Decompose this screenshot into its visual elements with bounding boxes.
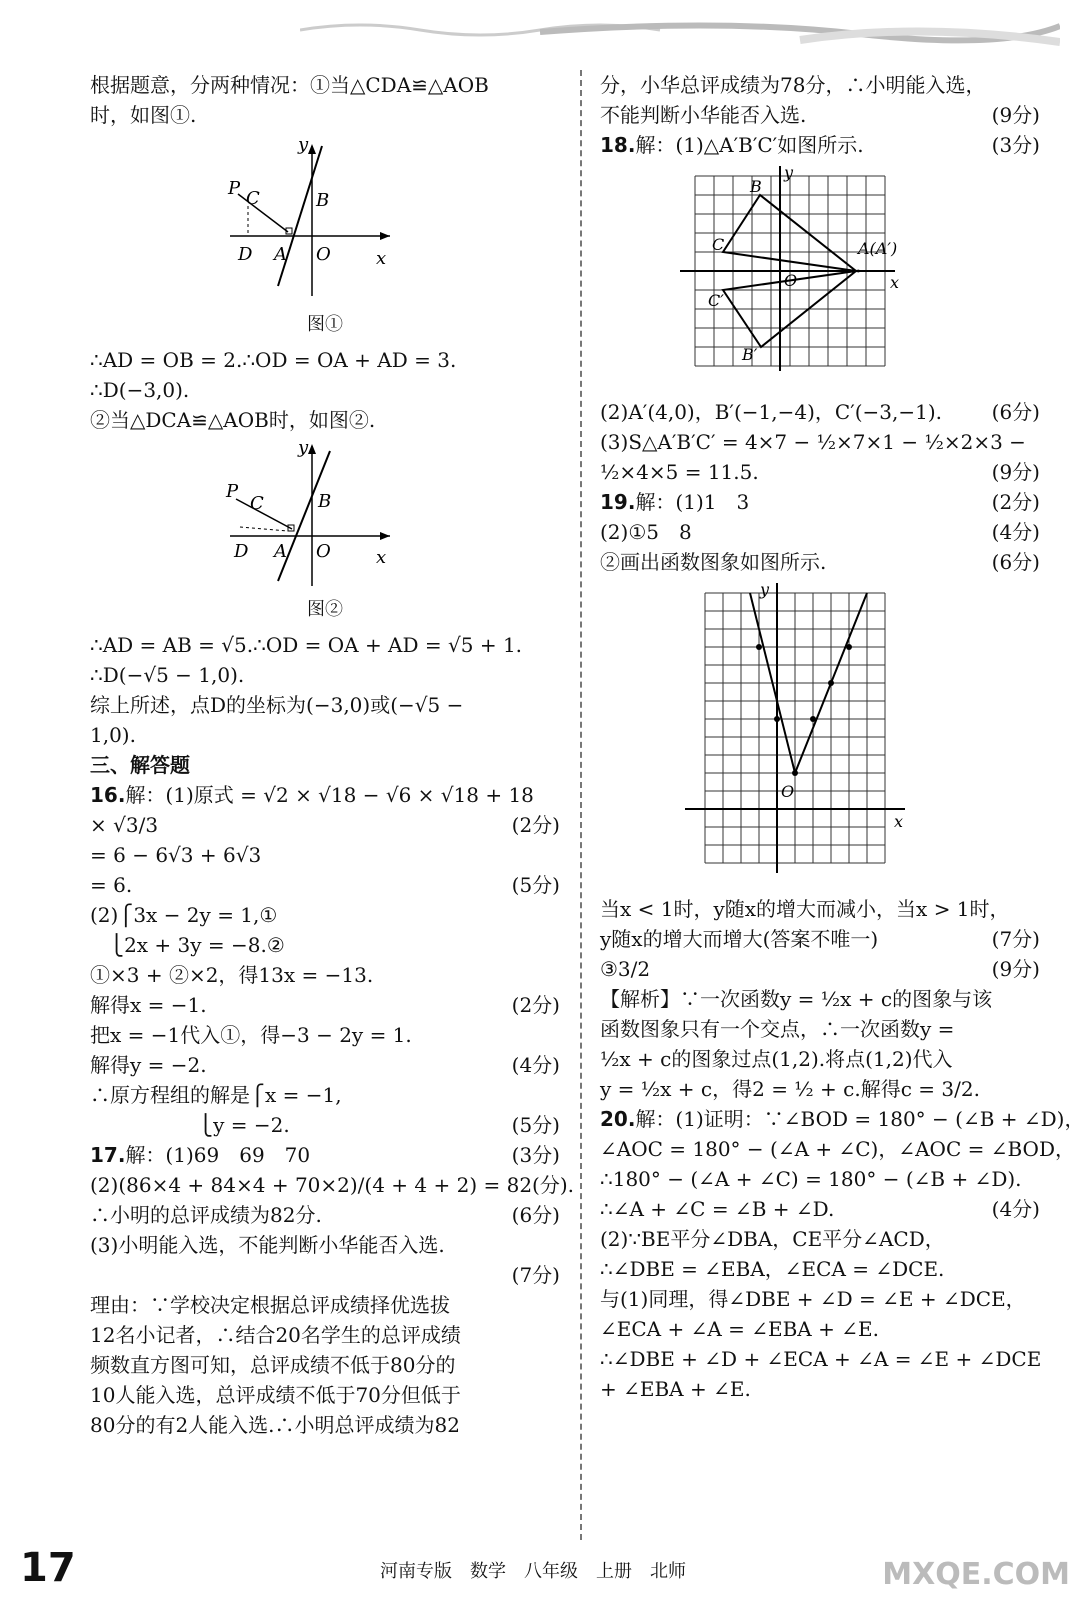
q18-line: (3)S△A′B′C′ = 4×7 − ½×7×1 − ½×2×3 − [600, 430, 1026, 454]
q16-text: 解得y = −2. [90, 1053, 207, 1077]
q16-text: = 6. [90, 873, 133, 897]
q19-line: 当x < 1时，y随x的增大而减小，当x > 1时， [600, 897, 1010, 921]
q19-line [600, 487, 1040, 517]
score: (9分) [991, 103, 1040, 127]
q17-line: 频数直方图可知，总评成绩不低于80分的 [90, 1353, 456, 1377]
q20-line: ∴∠DBE = ∠EBA，∠ECA = ∠DCE. [600, 1257, 945, 1281]
q18-text: (2)A′(4,0)，B′(−1,−4)，C′(−3,−1). [600, 400, 943, 424]
q20-line [600, 1104, 1084, 1134]
text-line: ∴AD = AB = √5.∴OD = OA + AD = √5 + 1. [90, 633, 523, 657]
figure-2 [90, 441, 560, 624]
label-B: B [750, 177, 762, 196]
q16-line [90, 1050, 560, 1080]
q19-line: 函数图象只有一个交点，∴一次函数y = [600, 1017, 955, 1041]
q16-text: × √3/3 [90, 813, 159, 837]
label-C: C [712, 235, 725, 254]
question-number: 18. [600, 133, 636, 157]
score: (7分) [991, 927, 1040, 951]
q17-line: 80分的有2人能入选.∴小明总评成绩为82 [90, 1413, 460, 1437]
score: (4分) [991, 1197, 1040, 1221]
text-line: 根据题意，分两种情况：①当△CDA≌△AOB [90, 73, 489, 97]
label-y: y [298, 136, 309, 155]
score: (5分) [511, 873, 560, 897]
q20-text: 解：(1)证明：∵∠BOD = 180° − (∠B + ∠D)， [635, 1107, 1084, 1131]
score: (2分) [511, 813, 560, 837]
text-line: 时，如图①. [90, 103, 197, 127]
question-number: 17. [90, 1143, 126, 1167]
q19-graph-figure [600, 583, 1040, 888]
header-decoration [300, 12, 1060, 46]
q16-text: ⎩y = −2. [90, 1113, 290, 1137]
text-line: 综上所述，点D的坐标为(−3,0)或(−√5 − [90, 693, 464, 717]
q17-line [90, 1200, 560, 1230]
score: (9分) [991, 957, 1040, 981]
question-number: 19. [600, 490, 636, 514]
score: (4分) [991, 520, 1040, 544]
score: (3分) [511, 1143, 560, 1167]
score: (2分) [511, 993, 560, 1017]
text-line: 分，小华总评成绩为78分，∴小明能入选， [600, 73, 986, 97]
label-P: P [226, 481, 239, 502]
label-x: x [376, 248, 387, 269]
score: (9分) [991, 460, 1040, 484]
label-y: y [760, 583, 770, 599]
q16-line: 把x = −1代入①，得−3 − 2y = 1. [90, 1023, 412, 1047]
q20-line: ∴180° − (∠A + ∠C) = 180° − (∠B + ∠D). [600, 1167, 1022, 1191]
q20-line: ∠ECA + ∠A = ∠EBA + ∠E. [600, 1317, 879, 1341]
figure-2-diagram [90, 441, 560, 591]
figure-1-caption: 图① [307, 314, 343, 335]
score: (6分) [991, 550, 1040, 574]
q18-line [600, 397, 1040, 427]
q17-line [90, 1260, 560, 1290]
label-A: A(A′) [858, 239, 898, 258]
q16-line [90, 990, 560, 1020]
q16-line: ⎩2x + 3y = −8.② [90, 933, 285, 957]
text: 不能判断小华能否入选. [600, 103, 807, 127]
q16-line: = 6 − 6√3 + 6√3 [90, 843, 262, 867]
label-P: P [228, 178, 241, 199]
q16-line [90, 870, 560, 900]
q16-line: (2)⎧3x − 2y = 1,① [90, 903, 278, 927]
score: (5分) [511, 1113, 560, 1137]
text-line: ∴D(−√5 − 1,0). [90, 663, 245, 687]
figure-1 [90, 136, 560, 339]
q18-grid-figure [600, 166, 1040, 391]
q17-text: ∴小明的总评成绩为82分. [90, 1203, 322, 1227]
q16-line [90, 810, 560, 840]
q19-text: (2)①5 8 [600, 520, 692, 544]
label-A: A [274, 541, 287, 562]
q17-text: 解：(1)69 69 70 [125, 1143, 311, 1167]
score: (3分) [991, 133, 1040, 157]
q16-text: 解得x = −1. [90, 993, 207, 1017]
label-D: D [234, 541, 249, 562]
score: (6分) [991, 400, 1040, 424]
label-B: B [318, 491, 332, 512]
label-B: B [316, 190, 330, 211]
figure-1-diagram [90, 136, 560, 306]
label-Cp: C′ [708, 291, 724, 310]
q18-text: ½×4×5 = 11.5. [600, 460, 759, 484]
label-y: y [298, 441, 309, 458]
q19-line [600, 547, 1040, 577]
text-line: ∴AD = OB = 2.∴OD = OA + AD = 3. [90, 348, 457, 372]
q18-grid [600, 166, 1040, 386]
label-A: A [274, 244, 287, 265]
q20-line: ∴∠DBE + ∠D + ∠ECA + ∠A = ∠E + ∠DCE [600, 1347, 1042, 1371]
q19-line [600, 954, 1040, 984]
q19-line [600, 517, 1040, 547]
q19-graph [600, 583, 1040, 883]
label-O: O [316, 541, 331, 562]
q16-line: ∴原方程组的解是⎧x = −1, [90, 1083, 342, 1107]
q20-line: ∠AOC = 180° − (∠A + ∠C)，∠AOC = ∠BOD， [600, 1137, 1075, 1161]
q18-line [600, 457, 1040, 487]
label-x: x [894, 812, 904, 831]
q16-line [90, 780, 560, 810]
score: (4分) [511, 1053, 560, 1077]
q16-text: 解：(1)原式 = √2 × √18 − √6 × √18 + 18 [125, 783, 534, 807]
q19-line [600, 924, 1040, 954]
text-line [600, 100, 1040, 130]
page-number: 17 [20, 1545, 76, 1591]
label-D: D [238, 244, 253, 265]
label-O: O [781, 782, 795, 801]
q16-line [90, 1110, 560, 1140]
question-number: 20. [600, 1107, 636, 1131]
q20-text: ∴∠A + ∠C = ∠B + ∠D. [600, 1197, 835, 1221]
q19-line: ½x + c的图象过点(1,2).将点(1,2)代入 [600, 1047, 953, 1071]
q17-line: 12名小记者，∴结合20名学生的总评成绩 [90, 1323, 461, 1347]
q19-text: 解：(1)1 3 [635, 490, 750, 514]
q17-line: (3)小明能入选，不能判断小华能否入选. [90, 1233, 445, 1257]
q18-line [600, 130, 1040, 160]
right-column [600, 70, 1084, 1404]
q16-line: ①×3 + ②×2，得13x = −13. [90, 963, 374, 987]
score: (6分) [511, 1203, 560, 1227]
figure-2-caption: 图② [307, 599, 343, 620]
q19-line: y = ½x + c，得2 = ½ + c.解得c = 3/2. [600, 1077, 980, 1101]
label-x: x [376, 547, 387, 568]
label-y: y [784, 166, 794, 182]
watermark: MXQE.COM [882, 1557, 1070, 1592]
q17-line: (2)(86×4 + 84×4 + 70×2)/(4 + 4 + 2) = 82(分). [90, 1173, 575, 1197]
q17-line: 理由：∵学校决定根据总评成绩择优选拔 [90, 1293, 450, 1317]
q20-line [600, 1194, 1040, 1224]
label-C: C [250, 493, 264, 514]
q19-text: y随x的增大而增大(答案不唯一) [600, 927, 879, 951]
column-divider [580, 70, 582, 1540]
q20-line: (2)∵BE平分∠DBA，CE平分∠ACD， [600, 1227, 945, 1251]
text-line: ②当△DCA≌△AOB时，如图②. [90, 408, 376, 432]
footer-text: 河南专版 数学 八年级 上册 北师 [380, 1561, 686, 1582]
label-x: x [890, 273, 900, 292]
q17-line: 10人能入选，总评成绩不低于70分但低于 [90, 1383, 461, 1407]
label-O: O [316, 244, 331, 265]
label-Bp: B′ [742, 345, 758, 364]
q18-text: 解：(1)△A′B′C′如图所示. [635, 133, 864, 157]
q17-line [90, 1140, 560, 1170]
question-number: 16. [90, 783, 126, 807]
text-line: 1,0). [90, 723, 136, 747]
section-heading: 三、解答题 [90, 753, 190, 777]
left-column [90, 70, 575, 1440]
q19-text: ③3/2 [600, 957, 651, 981]
text-line: ∴D(−3,0). [90, 378, 190, 402]
label-C: C [246, 188, 260, 209]
q19-line: 【解析】∵一次函数y = ½x + c的图象与该 [600, 987, 993, 1011]
score: (2分) [991, 490, 1040, 514]
q20-line: 与(1)同理，得∠DBE + ∠D = ∠E + ∠DCE， [600, 1287, 1026, 1311]
label-O: O [784, 271, 798, 290]
q20-line: + ∠EBA + ∠E. [600, 1377, 751, 1401]
q19-text: ②画出函数图象如图所示. [600, 550, 827, 574]
score: (7分) [511, 1263, 560, 1287]
